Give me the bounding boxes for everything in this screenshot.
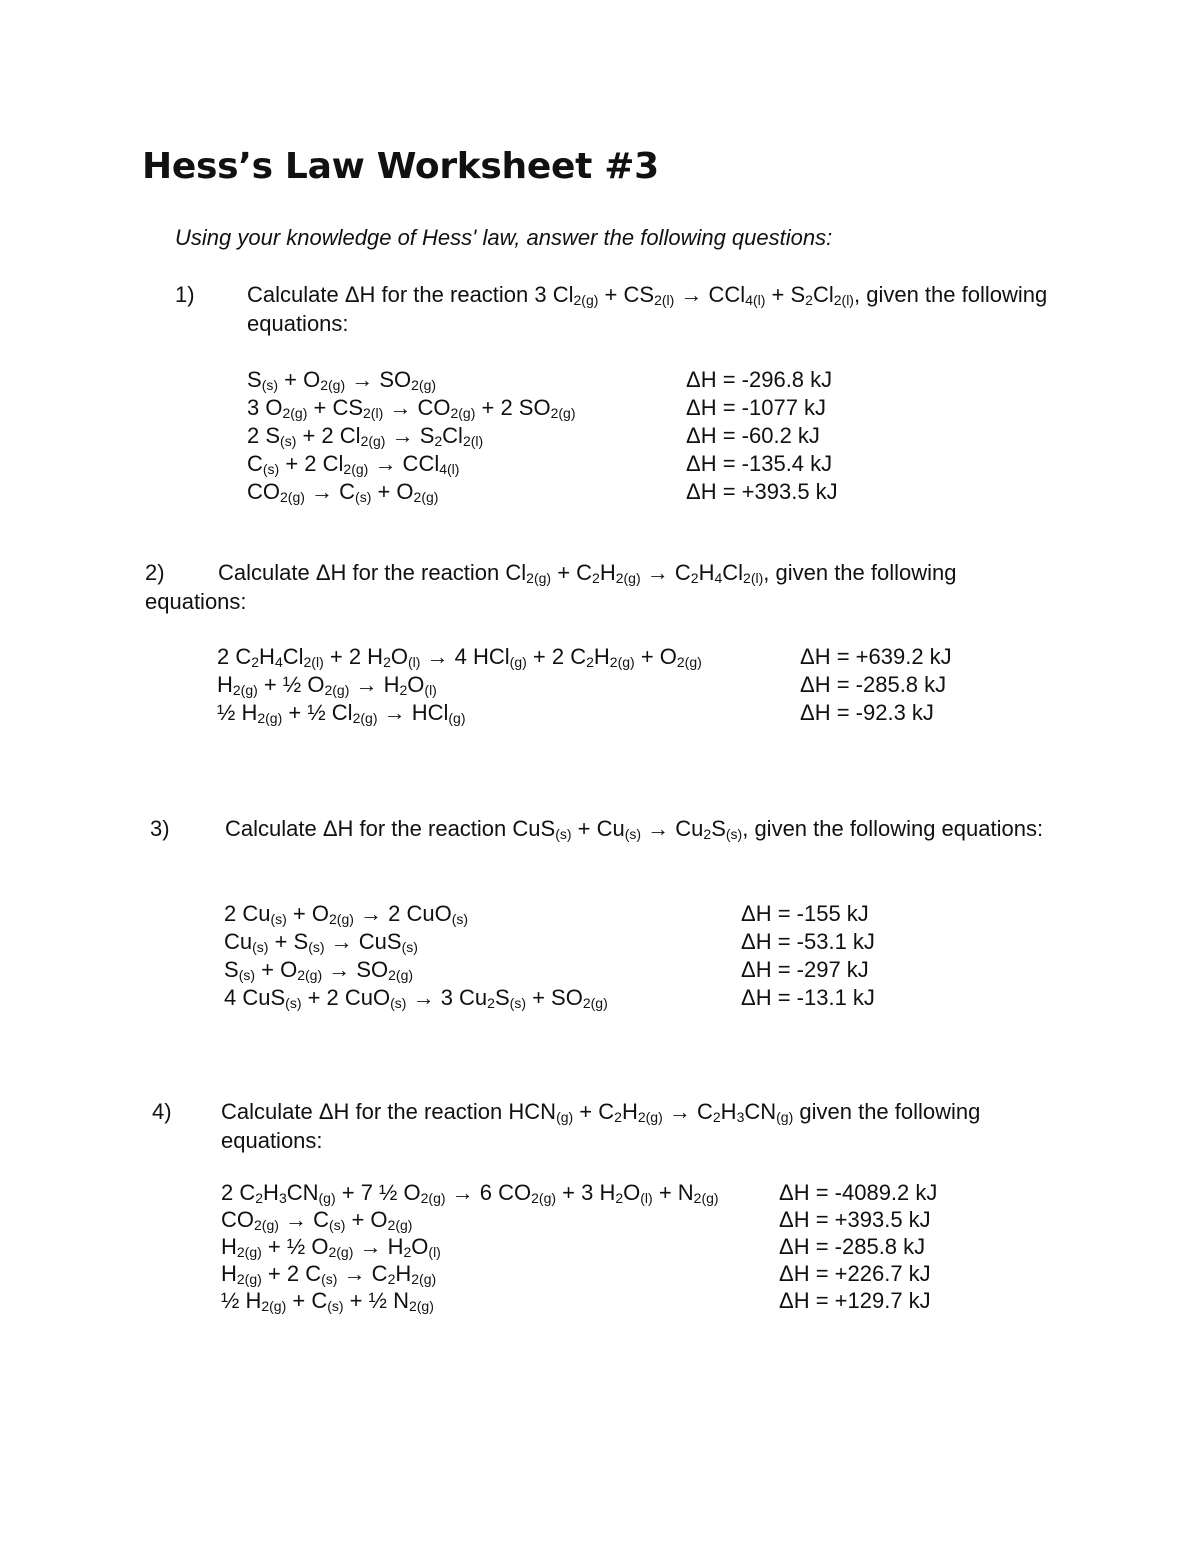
reaction-equation: 2 $S_{(s)} + 2$ $Cl_{2(g)} \to S_2Cl_{2(l)}$ xyxy=(247,423,484,449)
question-number: 1) xyxy=(175,282,195,307)
reaction-equation: $CO_{2(g)} \to C_{(s)} + O_{2(g)}$ xyxy=(247,479,439,505)
reaction-equation: $CO_{2(g)} \to C_{(s)} + O_{2(g)}$ xyxy=(221,1207,413,1233)
reaction-equation: $S_{(s)} + O_{2(g)} \to SO_{2(g)}$ xyxy=(224,957,414,983)
enthalpy-value: ΔH = -4089.2 kJ xyxy=(779,1180,938,1205)
enthalpy-value: ΔH = -285.8 kJ xyxy=(800,672,947,697)
enthalpy-value: ΔH = -60.2 kJ xyxy=(686,423,820,448)
reaction-equation: $C_{(s)} + 2$ $Cl_{2(g)} \to CCl_{4(l)}$ xyxy=(247,451,460,477)
reaction-equation: $H_{2(g)}$ + ½ $O_{2(g)} \to H_2O_{(l)}$ xyxy=(221,1234,441,1260)
enthalpy-value: ΔH = -285.8 kJ xyxy=(779,1234,926,1259)
question-prompt: Calculate ΔH for the reaction $CuS_{(s)} + Cu_{(s)} \to Cu_2S_{(s)}$, given the following equations: xyxy=(225,816,1044,842)
page-title: Hess’s Law Worksheet #3 xyxy=(142,146,659,187)
reaction-equation: $H_{2(g)}$ + ½ $O_{2(g)} \to H_2O_{(l)}$ xyxy=(217,672,437,698)
reaction-equation: $Cu_{(s)} + S_{(s)} \to CuS_{(s)}$ xyxy=(224,929,418,955)
enthalpy-value: ΔH = -135.4 kJ xyxy=(686,451,833,476)
enthalpy-value: ΔH = -1077 kJ xyxy=(686,395,827,420)
enthalpy-value: ΔH = -92.3 kJ xyxy=(800,700,934,725)
enthalpy-value: ΔH = +226.7 kJ xyxy=(779,1261,931,1286)
reaction-equation: 2 $C_2H_4Cl_{2(l)} + 2$ $H_2O_{(l)} \to 4$ HCl$_{(g)}$ + 2 $C_2H_{2(g)} + O_{2(g)}$ xyxy=(217,644,702,670)
reaction-equation: 2 $Cu_{(s)} + O_{2(g)} \to 2$ CuO$_{(s)}$ xyxy=(224,901,469,927)
reaction-equation: 3 $O_{2(g)} + CS_{2(l)} \to CO_{2(g)} + 2$ $SO_{2(g)}$ xyxy=(247,395,576,421)
enthalpy-value: ΔH = -53.1 kJ xyxy=(741,929,875,954)
enthalpy-value: ΔH = -297 kJ xyxy=(741,957,869,982)
enthalpy-value: ΔH = -13.1 kJ xyxy=(741,985,875,1010)
reaction-equation: $S_{(s)} + O_{2(g)} \to SO_{2(g)}$ xyxy=(247,367,437,393)
enthalpy-value: ΔH = -296.8 kJ xyxy=(686,367,833,392)
enthalpy-value: ΔH = +393.5 kJ xyxy=(779,1207,931,1232)
question-number: 4) xyxy=(152,1099,172,1124)
question-number: 3) xyxy=(150,816,170,841)
question-prompt: Calculate ΔH for the reaction $Cl_{2(g)} + C_2H_{2(g)} \to C_2H_4Cl_{2(l)}$, given the following equations: xyxy=(145,560,957,614)
reaction-equation: 2 $C_2H_3CN_{(g)} + 7$ ½ $O_{2(g)} \to 6$ $CO_{2(g)} + 3$ $H_2O_{(l)} + N_{2(g)}$ xyxy=(221,1180,719,1206)
enthalpy-value: ΔH = +129.7 kJ xyxy=(779,1288,931,1313)
enthalpy-value: ΔH = -155 kJ xyxy=(741,901,869,926)
instructions: Using your knowledge of Hess' law, answer the following questions: xyxy=(175,225,833,250)
reaction-equation: ½ $H_{2(g)} + C_{(s)}$ + ½ $N_{2(g)}$ xyxy=(221,1288,434,1314)
reaction-equation: $H_{2(g)} + 2$ $C_{(s)} \to C_2H_{2(g)}$ xyxy=(221,1261,437,1287)
enthalpy-value: ΔH = +393.5 kJ xyxy=(686,479,838,504)
reaction-equation: ½ $H_{2(g)}$ + ½ $Cl_{2(g)} \to HCl_{(g)}$ xyxy=(217,700,466,726)
question-prompt: Calculate ΔH for the reaction $HCN_{(g)} + C_2H_{2(g)} \to C_2H_3CN_{(g)}$ given the following equations: xyxy=(221,1099,981,1153)
question-prompt: Calculate ΔH for the reaction 3 $Cl_{2(g)} + CS_{2(l)} \to CCl_{4(l)} + S_2Cl_{2(l)}$, given the following equations: xyxy=(247,282,1048,336)
reaction-equation: 4 CuS$_{(s)}$ + 2 CuO$_{(s)}$ → 3 $Cu_2S_{(s)} + SO_{2(g)}$ xyxy=(224,985,608,1011)
question-number: 2) xyxy=(145,560,165,585)
enthalpy-value: ΔH = +639.2 kJ xyxy=(800,644,952,669)
